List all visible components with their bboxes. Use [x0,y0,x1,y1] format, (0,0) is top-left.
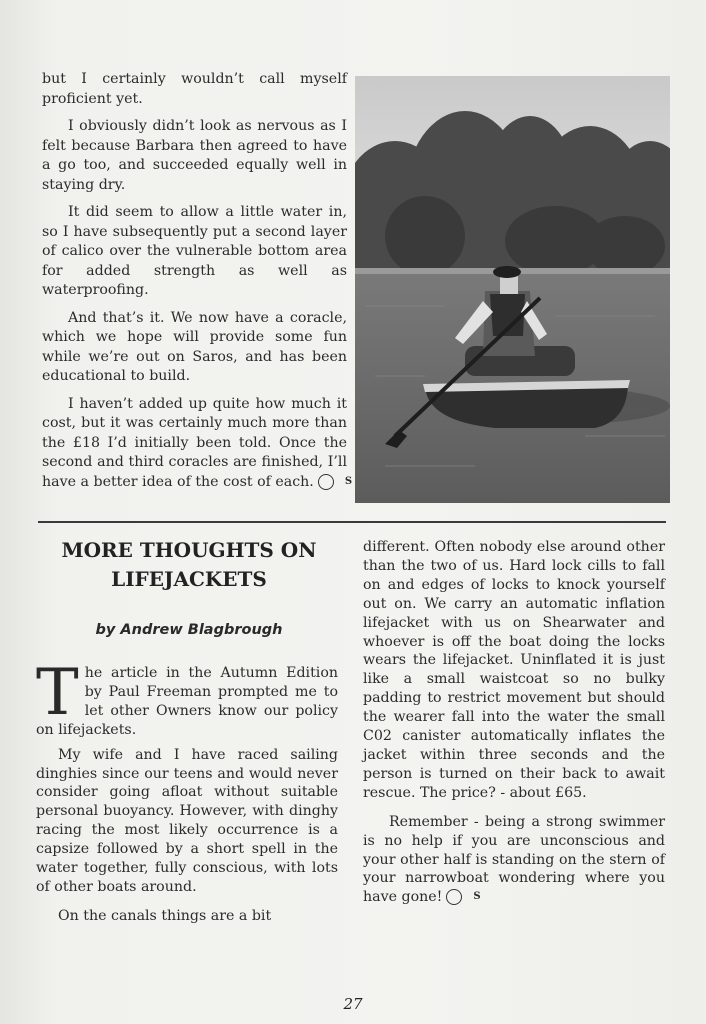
article-paragraph-3: On the canals things are a bit [58,907,272,924]
end-mark-icon: S [318,474,334,490]
top-paragraph-2: I obviously didn’t look as nervous as I felt because Barbara then agreed to have a go too, and succeeded equally well in staying dry. [42,118,347,193]
article-end-mark-icon: S [446,889,462,905]
section-divider [38,521,666,523]
article-paragraph-2: My wife and I have raced sailing dinghies since our teens and would never consider going afloat without suitable personal buoyancy. However, with dinghy racing the most likely occurrence is a capsize followed by a short spell in the water together, fully conscious, with lots of other boats around. [36,746,338,895]
coracle-photo-illustration [355,76,670,503]
article-paragraph-5: Remember - being a strong swimmer is no help if you are unconscious and your other half is standing on the stern of your narrowboat wondering where you have gone! [363,813,665,906]
article-right-column [363,538,665,913]
top-paragraph-3: It did seem to allow a little water in, so I have subsequently put a second layer of calico over the vulnerable bottom area for added strength as well as waterproofing. [42,204,347,298]
top-paragraph-5: I haven’t added up quite how much it cost, but it was certainly much more than the £18 I’d initially been told. Once the second and third coracles are finished, I’ll have a better idea of the cost of each. [42,395,347,490]
article-paragraph-1-wrap [36,656,338,740]
article-paragraph-5-wrap [363,813,665,908]
top-paragraph-5-wrap [42,395,353,493]
article-byline: by Andrew Blagbrough [95,622,283,638]
top-paragraph-1: but I certainly wouldn’t call myself proficient yet. [42,71,347,107]
top-paragraph-4: And that’s it. We now have a coracle, which we hope will provide some fun while we’re out on Saros, and has been educational to build. [42,309,347,384]
article-left-column [36,656,338,932]
page-number: 27 [343,995,363,1013]
article-paragraph-1: he article in the Autumn Edition by Paul Freeman prompted me to let other Owners know our policy on lifejackets. [36,665,338,738]
drop-cap: T [36,656,79,730]
top-article-column [42,70,353,500]
article-paragraph-4: different. Often nobody else around other than the two of us. Hard lock cills to fall on and edges of locks to knock yourself out on. We carry an automatic inflation lifejacket with us on Shearwater and whoever is off the boat doing the locks wears the lifejacket. Uninflated it is just like a small waistcoat so no bulky padding to restrict movement but should the wearer fall into the water the small C02 canister automatically inflates the jacket within three seconds and the person is turned on their back to await rescue. The price? - about £65. [363,539,665,801]
article-headline: MORE THOUGHTS ON LIFEJACKETS [61,538,317,591]
coracle-photo [355,76,670,503]
